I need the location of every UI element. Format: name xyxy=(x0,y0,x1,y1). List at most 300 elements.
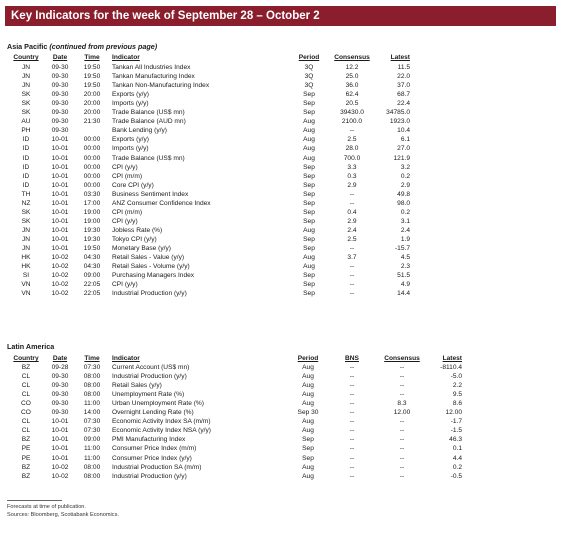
cell-country: JN xyxy=(21,82,31,90)
table-row xyxy=(0,235,562,244)
cell-consensus: -- xyxy=(399,391,405,399)
cell-time: 04:30 xyxy=(83,254,101,262)
cell-consensus: -- xyxy=(349,190,355,198)
table-row xyxy=(0,262,562,271)
table-row xyxy=(0,126,562,135)
cell-indicator: Exports (y/y) xyxy=(112,136,150,144)
cell-consensus: -- xyxy=(399,418,405,426)
cell-time: 00:00 xyxy=(83,136,101,144)
cell-date: 10-02 xyxy=(51,263,69,271)
cell-period: Sep xyxy=(303,181,315,189)
cell-date: 10-01 xyxy=(51,181,69,189)
cell-latest: 0.2 xyxy=(400,208,410,216)
cell-country: ID xyxy=(22,154,30,162)
cell-country: TH xyxy=(21,190,31,198)
cell-country: SK xyxy=(21,217,31,225)
cell-indicator: Retail Sales (y/y) xyxy=(112,382,162,390)
cell-time: 11:00 xyxy=(83,445,100,453)
cell-indicator: PMI Manufacturing Index xyxy=(112,436,186,444)
cell-indicator: CPI (m/m) xyxy=(112,208,143,216)
cell-indicator: Imports (y/y) xyxy=(112,100,149,108)
cell-date: 09-30 xyxy=(51,409,69,417)
cell-country: HK xyxy=(21,254,31,262)
table-row xyxy=(0,63,562,72)
cell-indicator: Retail Sales - Value (y/y) xyxy=(112,254,185,262)
cell-country: NZ xyxy=(21,199,31,207)
cell-consensus: 2.4 xyxy=(347,226,357,234)
cell-indicator: Business Sentiment Index xyxy=(112,190,189,198)
cell-country: PH xyxy=(21,127,31,135)
cell-time: 11:00 xyxy=(83,454,100,462)
cell-consensus: -- xyxy=(349,263,355,271)
cell-period: Aug xyxy=(303,226,315,234)
table-row xyxy=(0,408,562,417)
cell-consensus: 12.00 xyxy=(393,409,411,417)
cell-latest: -1.7 xyxy=(450,418,462,426)
cell-country: CO xyxy=(21,400,31,408)
cell-period: Sep xyxy=(303,235,315,243)
table-row xyxy=(0,90,562,99)
cell-period: Sep xyxy=(303,281,315,289)
cell-time: 19:00 xyxy=(83,217,101,225)
cell-country: CL xyxy=(21,382,31,390)
cell-time: 19:50 xyxy=(83,82,101,90)
cell-date: 09-30 xyxy=(51,400,69,408)
cell-date: 10-01 xyxy=(51,199,69,207)
table-row xyxy=(0,172,562,181)
cell-country: CL xyxy=(21,427,31,435)
cell-latest: 14.4 xyxy=(397,290,410,298)
cell-consensus: 2.9 xyxy=(347,181,357,189)
cell-time: 19:30 xyxy=(83,226,101,234)
cell-latest: 2.9 xyxy=(400,181,410,189)
cell-time: 07:30 xyxy=(83,427,101,435)
cell-time: 22:05 xyxy=(83,281,101,289)
cell-consensus: 25.0 xyxy=(345,73,359,81)
cell-bns: -- xyxy=(349,364,355,371)
cell-indicator: Industrial Production (y/y) xyxy=(112,290,187,298)
cell-time: 19:50 xyxy=(83,64,101,71)
cell-period: Sep xyxy=(303,199,315,207)
cell-time: 19:50 xyxy=(83,73,101,81)
cell-indicator: Industrial Production (y/y) xyxy=(112,373,187,381)
cell-country: CL xyxy=(21,418,31,426)
cell-indicator: Tankan Manufacturing Index xyxy=(112,73,195,81)
cell-indicator: Tankan Non-Manufacturing Index xyxy=(112,82,210,90)
asia-header-indicator: Indicator xyxy=(112,54,140,61)
cell-consensus: 2100.0 xyxy=(341,118,363,126)
cell-bns: -- xyxy=(349,382,355,390)
cell-date: 10-02 xyxy=(51,272,69,280)
cell-consensus: 62.4 xyxy=(345,91,359,99)
cell-indicator: Industrial Production SA (m/m) xyxy=(112,463,202,471)
cell-latest: 0.1 xyxy=(452,445,462,453)
cell-latest: 46.3 xyxy=(449,436,462,444)
cell-country: ID xyxy=(22,163,30,171)
table-row xyxy=(0,208,562,217)
cell-time: 00:00 xyxy=(83,181,101,189)
cell-time: 19:30 xyxy=(83,235,101,243)
table-row xyxy=(0,363,562,372)
cell-date: 10-02 xyxy=(51,290,69,298)
cell-latest: 12.00 xyxy=(445,409,462,417)
cell-date: 09-30 xyxy=(51,127,69,135)
cell-date: 10-01 xyxy=(51,418,69,426)
asia-header-time: Time xyxy=(84,54,100,61)
cell-consensus: 2.5 xyxy=(347,235,357,243)
cell-bns: -- xyxy=(349,472,355,480)
cell-latest: 4.9 xyxy=(400,281,410,289)
cell-consensus: -- xyxy=(399,382,405,390)
cell-indicator: Current Account (US$ mn) xyxy=(112,364,190,371)
table-row xyxy=(0,163,562,172)
cell-latest: 22.0 xyxy=(397,73,410,81)
cell-time: 11:00 xyxy=(83,400,100,408)
table-row xyxy=(0,72,562,81)
cell-indicator: Exports (y/y) xyxy=(112,91,150,99)
table-row xyxy=(0,381,562,390)
cell-consensus: 39430.0 xyxy=(340,109,364,117)
cell-bns: -- xyxy=(349,445,355,453)
cell-latest: 2.4 xyxy=(400,226,410,234)
cell-indicator: Economic Activity Index SA (m/m) xyxy=(112,418,211,426)
asia-title: Asia Pacific xyxy=(7,42,48,51)
cell-indicator: Jobless Rate (%) xyxy=(112,226,163,234)
cell-bns: -- xyxy=(349,391,355,399)
cell-period: Aug xyxy=(303,136,315,144)
table-row xyxy=(0,444,562,453)
cell-date: 10-01 xyxy=(51,245,69,252)
cell-country: CL xyxy=(21,391,31,399)
cell-date: 09-30 xyxy=(51,373,69,381)
table-row xyxy=(0,472,562,481)
cell-date: 10-01 xyxy=(51,145,69,153)
cell-latest: 51.5 xyxy=(397,272,410,280)
cell-date: 09-30 xyxy=(51,391,69,399)
cell-consensus: 8.3 xyxy=(397,400,407,408)
table-row xyxy=(0,199,562,208)
cell-latest: 37.0 xyxy=(397,82,410,90)
cell-date: 10-01 xyxy=(51,154,69,162)
cell-period: Sep xyxy=(302,436,314,444)
cell-time: 21:30 xyxy=(83,118,101,126)
cell-time: 03:30 xyxy=(83,190,101,198)
cell-country: JN xyxy=(21,226,31,234)
cell-country: VN xyxy=(21,281,31,289)
cell-period: Sep xyxy=(303,109,315,117)
cell-country: AU xyxy=(21,118,31,126)
cell-period: Sep xyxy=(303,91,315,99)
table-row xyxy=(0,253,562,262)
cell-country: VN xyxy=(21,290,31,298)
cell-latest: 2.3 xyxy=(400,263,410,271)
cell-indicator: CPI (y/y) xyxy=(112,281,138,289)
cell-indicator: Tokyo CPI (y/y) xyxy=(112,235,157,243)
cell-date: 10-01 xyxy=(51,172,69,180)
cell-date: 10-01 xyxy=(51,163,69,171)
cell-latest: 0.2 xyxy=(400,172,410,180)
cell-date: 10-02 xyxy=(51,472,69,480)
asia-header-date: Date xyxy=(52,54,68,61)
cell-time: 00:00 xyxy=(83,172,101,180)
cell-latest: 10.4 xyxy=(397,127,410,135)
cell-indicator: Trade Balance (US$ mn) xyxy=(112,154,185,162)
cell-period: Sep xyxy=(303,272,315,280)
cell-indicator: Urban Unemployment Rate (%) xyxy=(112,400,204,408)
cell-consensus: 2.9 xyxy=(347,217,357,225)
table-row xyxy=(0,426,562,435)
cell-country: ID xyxy=(22,145,30,153)
cell-country: SK xyxy=(21,100,31,108)
table-row xyxy=(0,399,562,408)
latam-header-period: Period xyxy=(297,355,319,362)
cell-indicator: Trade Balance (US$ mn) xyxy=(112,109,185,117)
cell-date: 10-02 xyxy=(51,281,69,289)
cell-bns: -- xyxy=(349,418,355,426)
cell-period: Aug xyxy=(302,391,314,399)
asia-subtitle: (continued from previous page) xyxy=(49,42,158,51)
cell-date: 10-01 xyxy=(51,454,69,462)
cell-consensus: -- xyxy=(349,272,355,280)
page-banner-title: Key Indicators for the week of September 28 – October 2 xyxy=(5,6,556,26)
cell-period: Aug xyxy=(303,127,315,135)
cell-indicator: CPI (y/y) xyxy=(112,217,138,225)
footnote-forecasts: Forecasts at time of publication. xyxy=(7,504,86,510)
cell-date: 09-30 xyxy=(51,100,69,108)
cell-consensus: -- xyxy=(349,290,355,298)
cell-period: Aug xyxy=(302,373,314,381)
cell-date: 09-30 xyxy=(51,382,69,390)
table-row xyxy=(0,226,562,235)
cell-period: Sep xyxy=(303,190,315,198)
cell-period: Aug xyxy=(303,254,315,262)
cell-period: Aug xyxy=(303,263,315,271)
cell-latest: -8110.4 xyxy=(440,364,462,371)
cell-latest: 11.5 xyxy=(397,64,410,71)
cell-time: 20:00 xyxy=(83,100,101,108)
cell-indicator: Consumer Price Index (y/y) xyxy=(112,454,192,462)
cell-latest: 98.0 xyxy=(397,199,410,207)
table-row xyxy=(0,463,562,472)
cell-consensus: -- xyxy=(399,364,405,371)
cell-time: 00:00 xyxy=(83,163,101,171)
cell-time: 09:00 xyxy=(83,272,101,280)
table-row xyxy=(0,280,562,289)
cell-time: 20:00 xyxy=(83,109,101,117)
table-row xyxy=(0,244,562,253)
cell-indicator: Purchasing Managers Index xyxy=(112,272,195,280)
cell-latest: 34785.0 xyxy=(386,109,410,117)
cell-country: BZ xyxy=(21,364,31,371)
cell-date: 09-30 xyxy=(51,82,69,90)
cell-latest: 3.2 xyxy=(400,163,410,171)
cell-indicator: ANZ Consumer Confidence Index xyxy=(112,199,211,207)
cell-time: 19:50 xyxy=(83,245,101,252)
cell-date: 09-28 xyxy=(51,364,69,371)
footnote-sources: Sources: Bloomberg, Scotiabank Economics. xyxy=(7,512,119,518)
cell-latest: -1.5 xyxy=(450,427,462,435)
cell-indicator: Consumer Price Index (m/m) xyxy=(112,445,197,453)
cell-country: BZ xyxy=(21,436,31,444)
cell-bns: -- xyxy=(349,427,355,435)
latam-header-consensus: Consensus xyxy=(384,355,420,362)
cell-latest: 22.4 xyxy=(397,100,410,108)
cell-date: 09-30 xyxy=(51,109,69,117)
cell-indicator: Retail Sales - Volume (y/y) xyxy=(112,263,190,271)
cell-country: SK xyxy=(21,91,31,99)
asia-header-latest: Latest xyxy=(390,54,410,61)
cell-period: Aug xyxy=(302,472,314,480)
latam-header-bns: BNS xyxy=(345,355,359,362)
latam-header-country: Country xyxy=(13,355,39,362)
cell-country: BZ xyxy=(21,463,31,471)
cell-time: 08:00 xyxy=(83,472,101,480)
cell-latest: -0.5 xyxy=(450,472,462,480)
cell-period: Aug xyxy=(303,118,315,126)
cell-date: 10-01 xyxy=(51,136,69,144)
cell-latest: 6.1 xyxy=(400,136,410,144)
cell-date: 10-01 xyxy=(51,427,69,435)
cell-consensus: -- xyxy=(349,127,355,135)
latam-header-date: Date xyxy=(52,355,68,362)
cell-latest: 27.0 xyxy=(397,145,410,153)
cell-consensus: -- xyxy=(399,454,405,462)
cell-period: Sep xyxy=(303,290,315,298)
cell-indicator: Monetary Base (y/y) xyxy=(112,245,171,252)
cell-indicator: Tankan All Industries Index xyxy=(112,64,191,71)
cell-date: 10-01 xyxy=(51,445,69,453)
cell-latest: 1923.0 xyxy=(389,118,410,126)
cell-latest: -15.7 xyxy=(394,245,410,252)
cell-period: Sep xyxy=(302,454,314,462)
cell-country: JN xyxy=(21,235,31,243)
cell-consensus: 28.0 xyxy=(345,145,359,153)
cell-latest: 0.2 xyxy=(452,463,462,471)
cell-time: 20:00 xyxy=(83,91,101,99)
cell-bns: -- xyxy=(349,400,355,408)
cell-country: PE xyxy=(21,454,31,462)
cell-country: CO xyxy=(21,409,31,417)
asia-header-consensus: Consensus xyxy=(334,54,370,61)
cell-period: Aug xyxy=(302,400,314,408)
table-row xyxy=(0,372,562,381)
cell-period: Sep xyxy=(303,245,315,252)
cell-time: 09:00 xyxy=(83,436,101,444)
asia-section-title xyxy=(7,42,157,51)
cell-country: JN xyxy=(21,64,31,71)
cell-country: CL xyxy=(21,373,31,381)
cell-latest: 9.5 xyxy=(452,391,462,399)
cell-time: 08:00 xyxy=(83,373,101,381)
cell-latest: 4.4 xyxy=(452,454,462,462)
cell-consensus: -- xyxy=(399,373,405,381)
latam-section-title xyxy=(7,342,54,351)
cell-date: 10-01 xyxy=(51,226,69,234)
footnote-divider xyxy=(7,500,62,501)
cell-indicator: Unemployment Rate (%) xyxy=(112,391,185,399)
cell-consensus: 700.0 xyxy=(343,154,361,162)
table-row xyxy=(0,99,562,108)
cell-period: Sep xyxy=(303,163,315,171)
cell-period: Aug xyxy=(302,427,314,435)
table-row xyxy=(0,154,562,163)
cell-consensus: 2.5 xyxy=(347,136,357,144)
cell-bns: -- xyxy=(349,463,355,471)
cell-period: Aug xyxy=(302,364,314,371)
cell-country: ID xyxy=(22,181,30,189)
cell-period: Sep 30 xyxy=(297,409,319,417)
cell-latest: 8.6 xyxy=(452,400,462,408)
cell-indicator: Bank Lending (y/y) xyxy=(112,127,167,135)
cell-latest: 3.1 xyxy=(400,217,410,225)
cell-country: ID xyxy=(22,136,30,144)
cell-consensus: 20.5 xyxy=(345,100,359,108)
cell-date: 10-01 xyxy=(51,208,69,216)
cell-date: 10-01 xyxy=(51,190,69,198)
cell-latest: 2.2 xyxy=(452,382,462,390)
cell-period: Aug xyxy=(302,418,314,426)
cell-consensus: -- xyxy=(399,436,405,444)
cell-time: 04:30 xyxy=(83,263,101,271)
latam-header-time: Time xyxy=(84,355,100,362)
table-row xyxy=(0,271,562,280)
cell-time: 08:00 xyxy=(83,463,101,471)
cell-time: 17:00 xyxy=(83,199,101,207)
asia-header-period: Period xyxy=(298,54,320,61)
cell-consensus: -- xyxy=(399,472,405,480)
cell-country: SI xyxy=(22,272,30,280)
cell-bns: -- xyxy=(349,436,355,444)
cell-date: 10-02 xyxy=(51,463,69,471)
cell-consensus: -- xyxy=(349,281,355,289)
cell-indicator: Imports (y/y) xyxy=(112,145,149,153)
cell-consensus: 12.2 xyxy=(345,64,359,71)
table-row xyxy=(0,417,562,426)
cell-latest: 68.7 xyxy=(397,91,410,99)
cell-consensus: -- xyxy=(399,463,405,471)
cell-bns: -- xyxy=(349,373,355,381)
cell-bns: -- xyxy=(349,409,355,417)
latam-title: Latin America xyxy=(7,342,55,351)
cell-period: Aug xyxy=(303,145,315,153)
cell-country: ID xyxy=(22,172,30,180)
cell-consensus: 3.7 xyxy=(347,254,357,262)
table-row xyxy=(0,454,562,463)
cell-consensus: 36.0 xyxy=(345,82,359,90)
cell-time: 00:00 xyxy=(83,145,101,153)
latam-header-indicator: Indicator xyxy=(112,355,140,362)
cell-date: 09-30 xyxy=(51,118,69,126)
cell-latest: 121.9 xyxy=(393,154,410,162)
cell-country: PE xyxy=(21,445,31,453)
cell-time: 19:00 xyxy=(83,208,101,216)
cell-consensus: -- xyxy=(349,245,355,252)
cell-country: SK xyxy=(21,109,31,117)
cell-period: Sep xyxy=(302,445,314,453)
cell-period: 3Q xyxy=(304,82,314,90)
cell-date: 09-30 xyxy=(51,73,69,81)
cell-indicator: CPI (y/y) xyxy=(112,163,138,171)
cell-time: 14:00 xyxy=(83,409,101,417)
cell-consensus: 0.4 xyxy=(347,208,357,216)
cell-period: Aug xyxy=(303,154,315,162)
cell-latest: 49.8 xyxy=(397,190,410,198)
table-row xyxy=(0,108,562,117)
cell-date: 10-01 xyxy=(51,217,69,225)
table-row xyxy=(0,217,562,226)
cell-period: Aug xyxy=(302,463,314,471)
cell-period: Sep xyxy=(303,217,315,225)
